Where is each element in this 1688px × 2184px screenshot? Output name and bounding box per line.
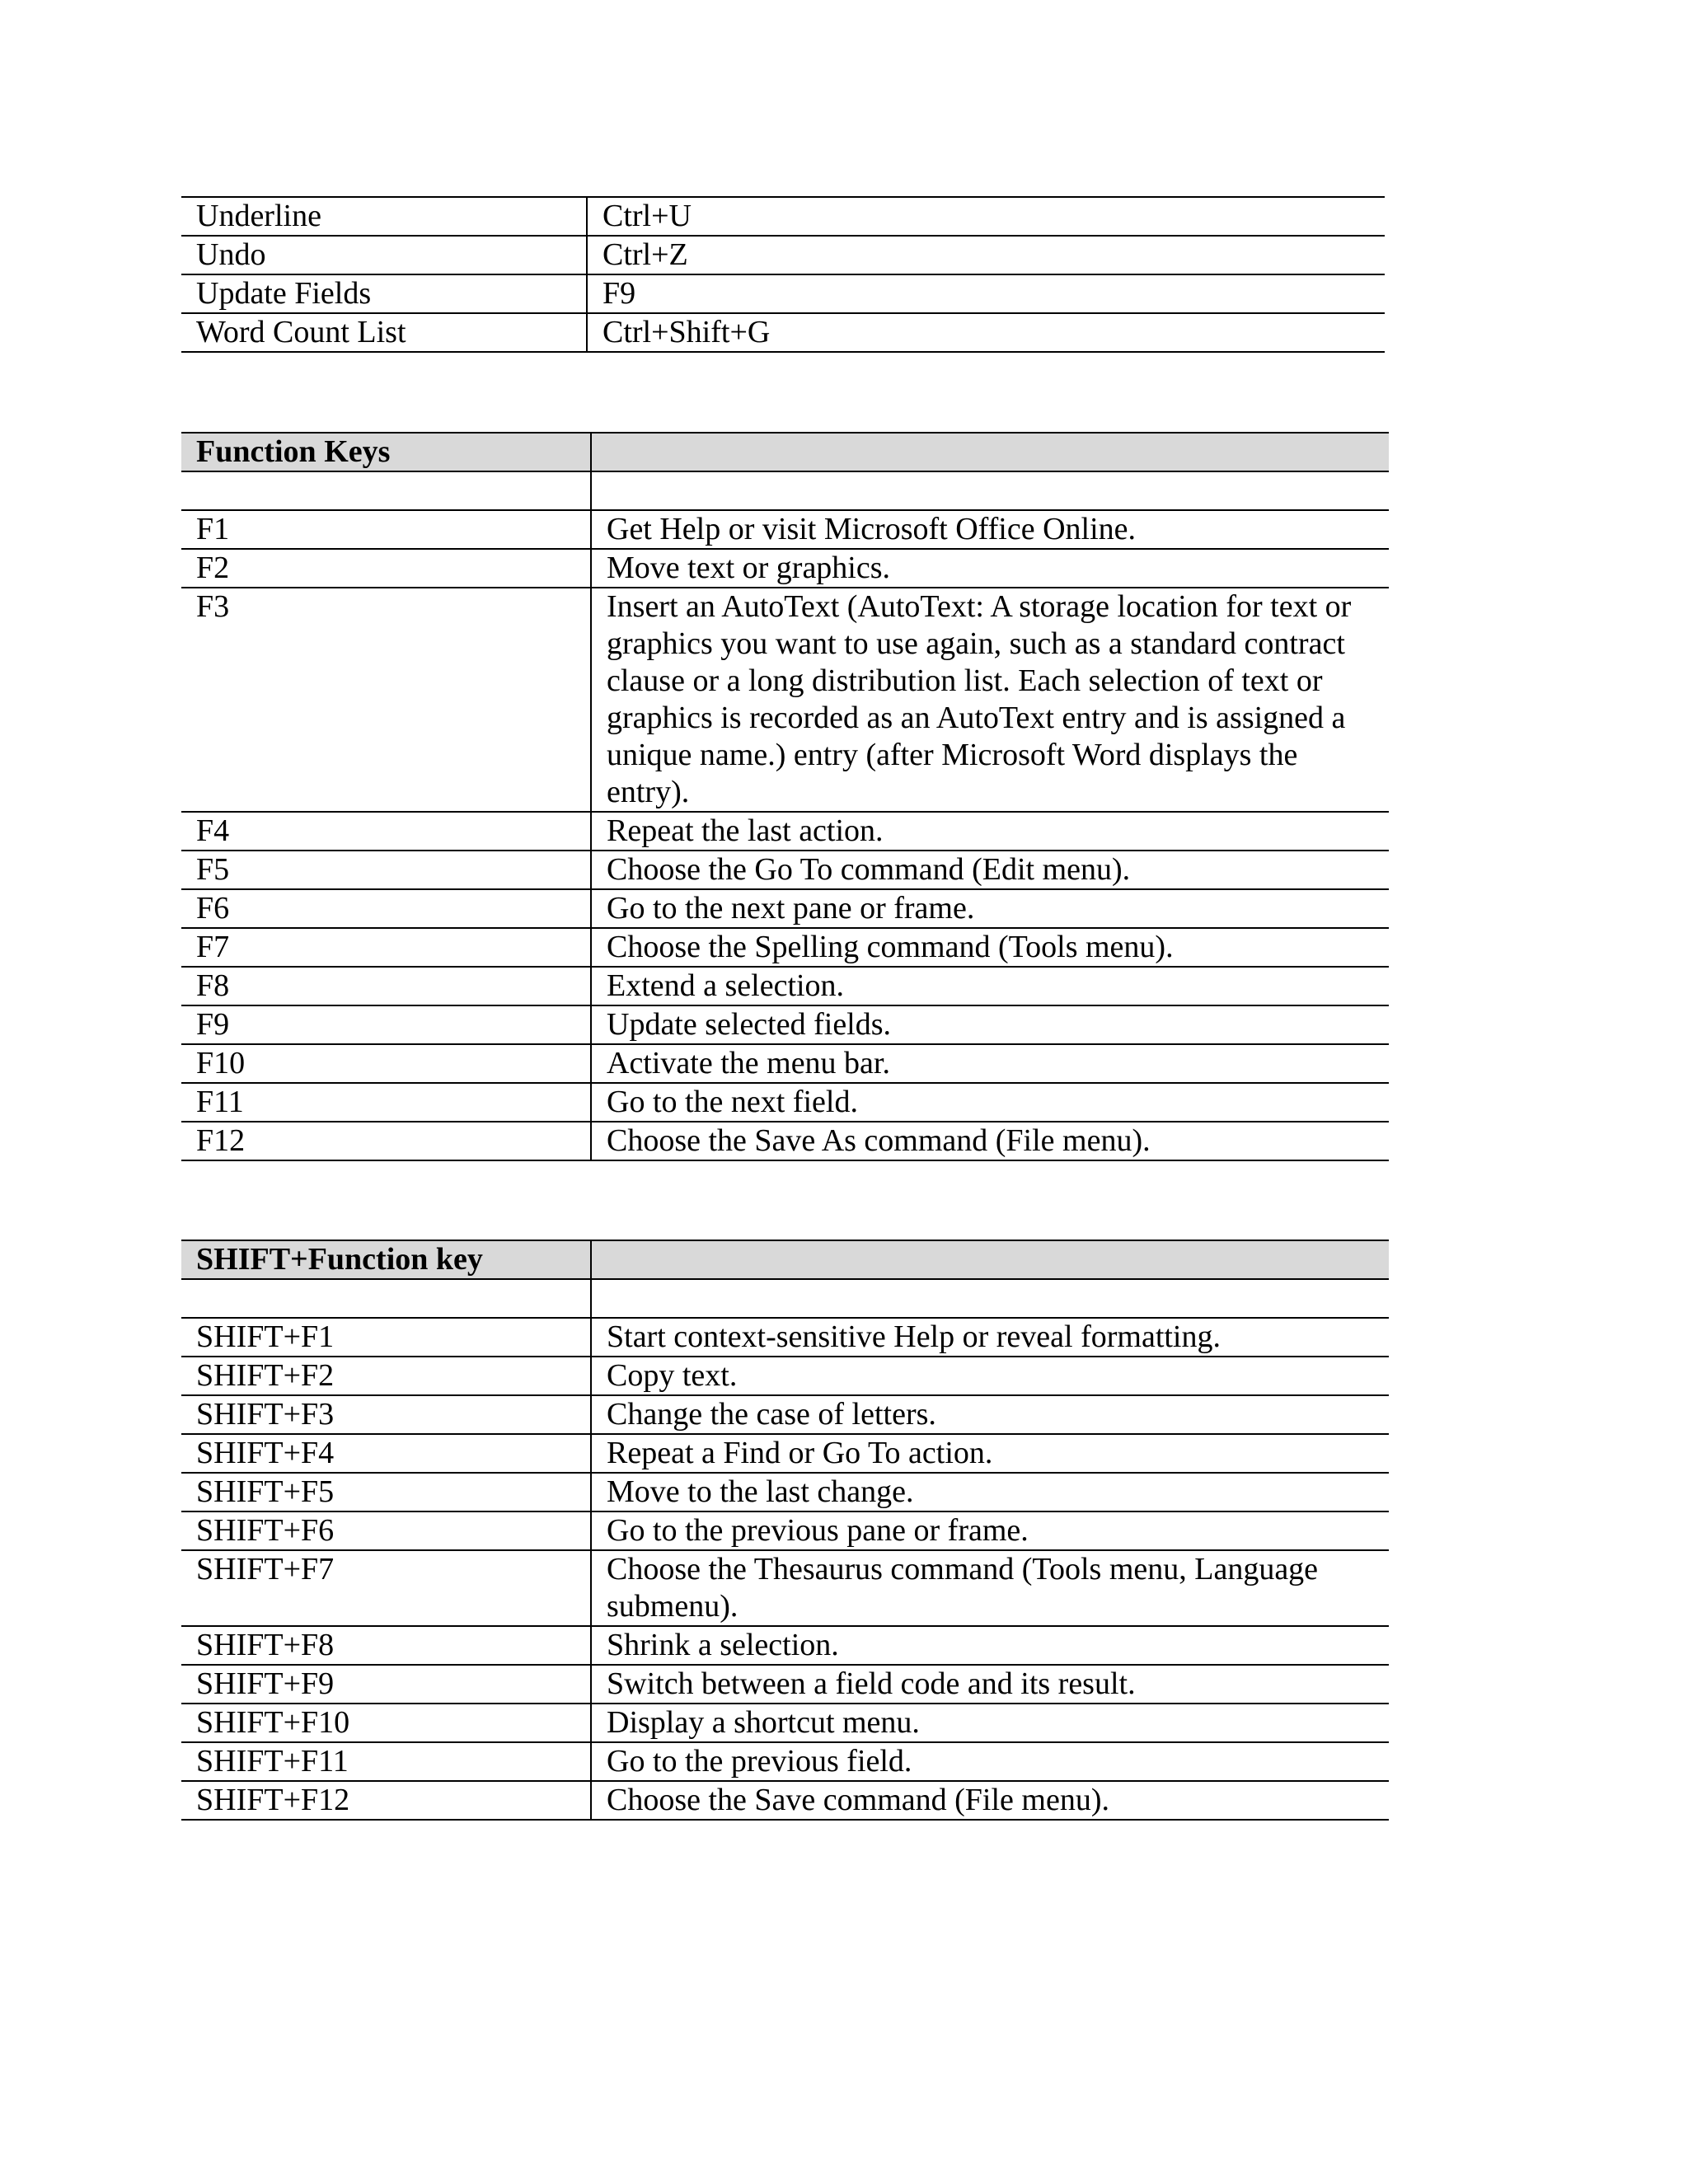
- desc-cell: Go to the next pane or frame.: [591, 889, 1389, 928]
- key-cell: SHIFT+F4: [181, 1434, 591, 1473]
- desc-cell: Choose the Thesaurus command (Tools menu, Language submenu).: [591, 1550, 1389, 1626]
- desc-cell: Update selected fields.: [591, 1005, 1389, 1044]
- key-cell: SHIFT+F11: [181, 1742, 591, 1781]
- shift-function-keys-table: [181, 1240, 1389, 1821]
- key-cell: F6: [181, 889, 591, 928]
- table-row: [181, 1122, 1389, 1160]
- blank-cell: [181, 471, 591, 510]
- desc-cell: Extend a selection.: [591, 967, 1389, 1005]
- keys-cell: Ctrl+Shift+G: [587, 313, 1385, 352]
- key-cell: SHIFT+F12: [181, 1781, 591, 1820]
- desc-cell: Choose the Spelling command (Tools menu).: [591, 928, 1389, 967]
- blank-row: [181, 1279, 1389, 1318]
- desc-cell: Go to the previous field.: [591, 1742, 1389, 1781]
- table-row: [181, 1781, 1389, 1820]
- desc-cell: Copy text.: [591, 1357, 1389, 1395]
- blank-cell: [591, 471, 1389, 510]
- key-cell: SHIFT+F10: [181, 1704, 591, 1742]
- desc-cell: Display a shortcut menu.: [591, 1704, 1389, 1742]
- blank-row: [181, 471, 1389, 510]
- key-cell: SHIFT+F5: [181, 1473, 591, 1511]
- key-cell: SHIFT+F1: [181, 1318, 591, 1357]
- key-cell: F8: [181, 967, 591, 1005]
- action-cell: Word Count List: [181, 313, 587, 352]
- table-header: Function Keys: [181, 433, 591, 471]
- desc-cell: Insert an AutoText (AutoText: A storage location for text or graphics you want to use again, such as a standard contract clause or a long distribution list. Each selection of text or graphics is recorded as an AutoText entry and is assigned a unique name.) entry (after Microsoft Word displays the entry).: [591, 588, 1389, 812]
- desc-cell: Activate the menu bar.: [591, 1044, 1389, 1083]
- desc-cell: Choose the Go To command (Edit menu).: [591, 851, 1389, 889]
- desc-cell: Choose the Save As command (File menu).: [591, 1122, 1389, 1160]
- desc-cell: Go to the previous pane or frame.: [591, 1511, 1389, 1550]
- key-cell: SHIFT+F7: [181, 1550, 591, 1626]
- table-row: [181, 1550, 1389, 1626]
- key-cell: F2: [181, 549, 591, 588]
- table-row: [181, 588, 1389, 812]
- table-row: [181, 274, 1385, 313]
- desc-cell: Move to the last change.: [591, 1473, 1389, 1511]
- desc-cell: Switch between a field code and its result.: [591, 1665, 1389, 1704]
- key-cell: F1: [181, 510, 591, 549]
- table-row: [181, 1511, 1389, 1550]
- table-row: [181, 1005, 1389, 1044]
- function-keys-table: [181, 432, 1389, 1161]
- table-header-row: [181, 1240, 1389, 1279]
- desc-cell: Get Help or visit Microsoft Office Online.: [591, 510, 1389, 549]
- key-cell: F11: [181, 1083, 591, 1122]
- table-header-empty: [591, 1240, 1389, 1279]
- table-row: [181, 236, 1385, 274]
- table-row: [181, 1665, 1389, 1704]
- key-cell: F9: [181, 1005, 591, 1044]
- key-cell: F3: [181, 588, 591, 812]
- key-cell: F4: [181, 812, 591, 851]
- table-row: [181, 851, 1389, 889]
- action-cell: Undo: [181, 236, 587, 274]
- shortcut-table-basic: [181, 196, 1385, 353]
- desc-cell: Start context-sensitive Help or reveal formatting.: [591, 1318, 1389, 1357]
- table-row: [181, 1434, 1389, 1473]
- table-row: [181, 889, 1389, 928]
- desc-cell: Go to the next field.: [591, 1083, 1389, 1122]
- table-row: [181, 928, 1389, 967]
- desc-cell: Repeat a Find or Go To action.: [591, 1434, 1389, 1473]
- desc-cell: Shrink a selection.: [591, 1626, 1389, 1665]
- table-row: [181, 1704, 1389, 1742]
- key-cell: SHIFT+F6: [181, 1511, 591, 1550]
- desc-cell: Move text or graphics.: [591, 549, 1389, 588]
- table-row: [181, 1083, 1389, 1122]
- table-row: [181, 967, 1389, 1005]
- table-header-empty: [591, 433, 1389, 471]
- key-cell: SHIFT+F8: [181, 1626, 591, 1665]
- key-cell: F10: [181, 1044, 591, 1083]
- table-row: [181, 1044, 1389, 1083]
- key-cell: F5: [181, 851, 591, 889]
- table-row: [181, 1357, 1389, 1395]
- table-header-row: [181, 433, 1389, 471]
- table-row: [181, 510, 1389, 549]
- table-row: [181, 812, 1389, 851]
- table-row: [181, 1318, 1389, 1357]
- key-cell: F7: [181, 928, 591, 967]
- table-header: SHIFT+Function key: [181, 1240, 591, 1279]
- action-cell: Underline: [181, 197, 587, 236]
- table-row: [181, 1742, 1389, 1781]
- key-cell: SHIFT+F3: [181, 1395, 591, 1434]
- keys-cell: Ctrl+U: [587, 197, 1385, 236]
- key-cell: F12: [181, 1122, 591, 1160]
- key-cell: SHIFT+F2: [181, 1357, 591, 1395]
- keys-cell: Ctrl+Z: [587, 236, 1385, 274]
- blank-cell: [591, 1279, 1389, 1318]
- desc-cell: Choose the Save command (File menu).: [591, 1781, 1389, 1820]
- action-cell: Update Fields: [181, 274, 587, 313]
- table-row: [181, 549, 1389, 588]
- table-row: [181, 197, 1385, 236]
- blank-cell: [181, 1279, 591, 1318]
- table-row: [181, 1626, 1389, 1665]
- desc-cell: Change the case of letters.: [591, 1395, 1389, 1434]
- keys-cell: F9: [587, 274, 1385, 313]
- table-row: [181, 1473, 1389, 1511]
- desc-cell: Repeat the last action.: [591, 812, 1389, 851]
- key-cell: SHIFT+F9: [181, 1665, 591, 1704]
- table-row: [181, 313, 1385, 352]
- table-row: [181, 1395, 1389, 1434]
